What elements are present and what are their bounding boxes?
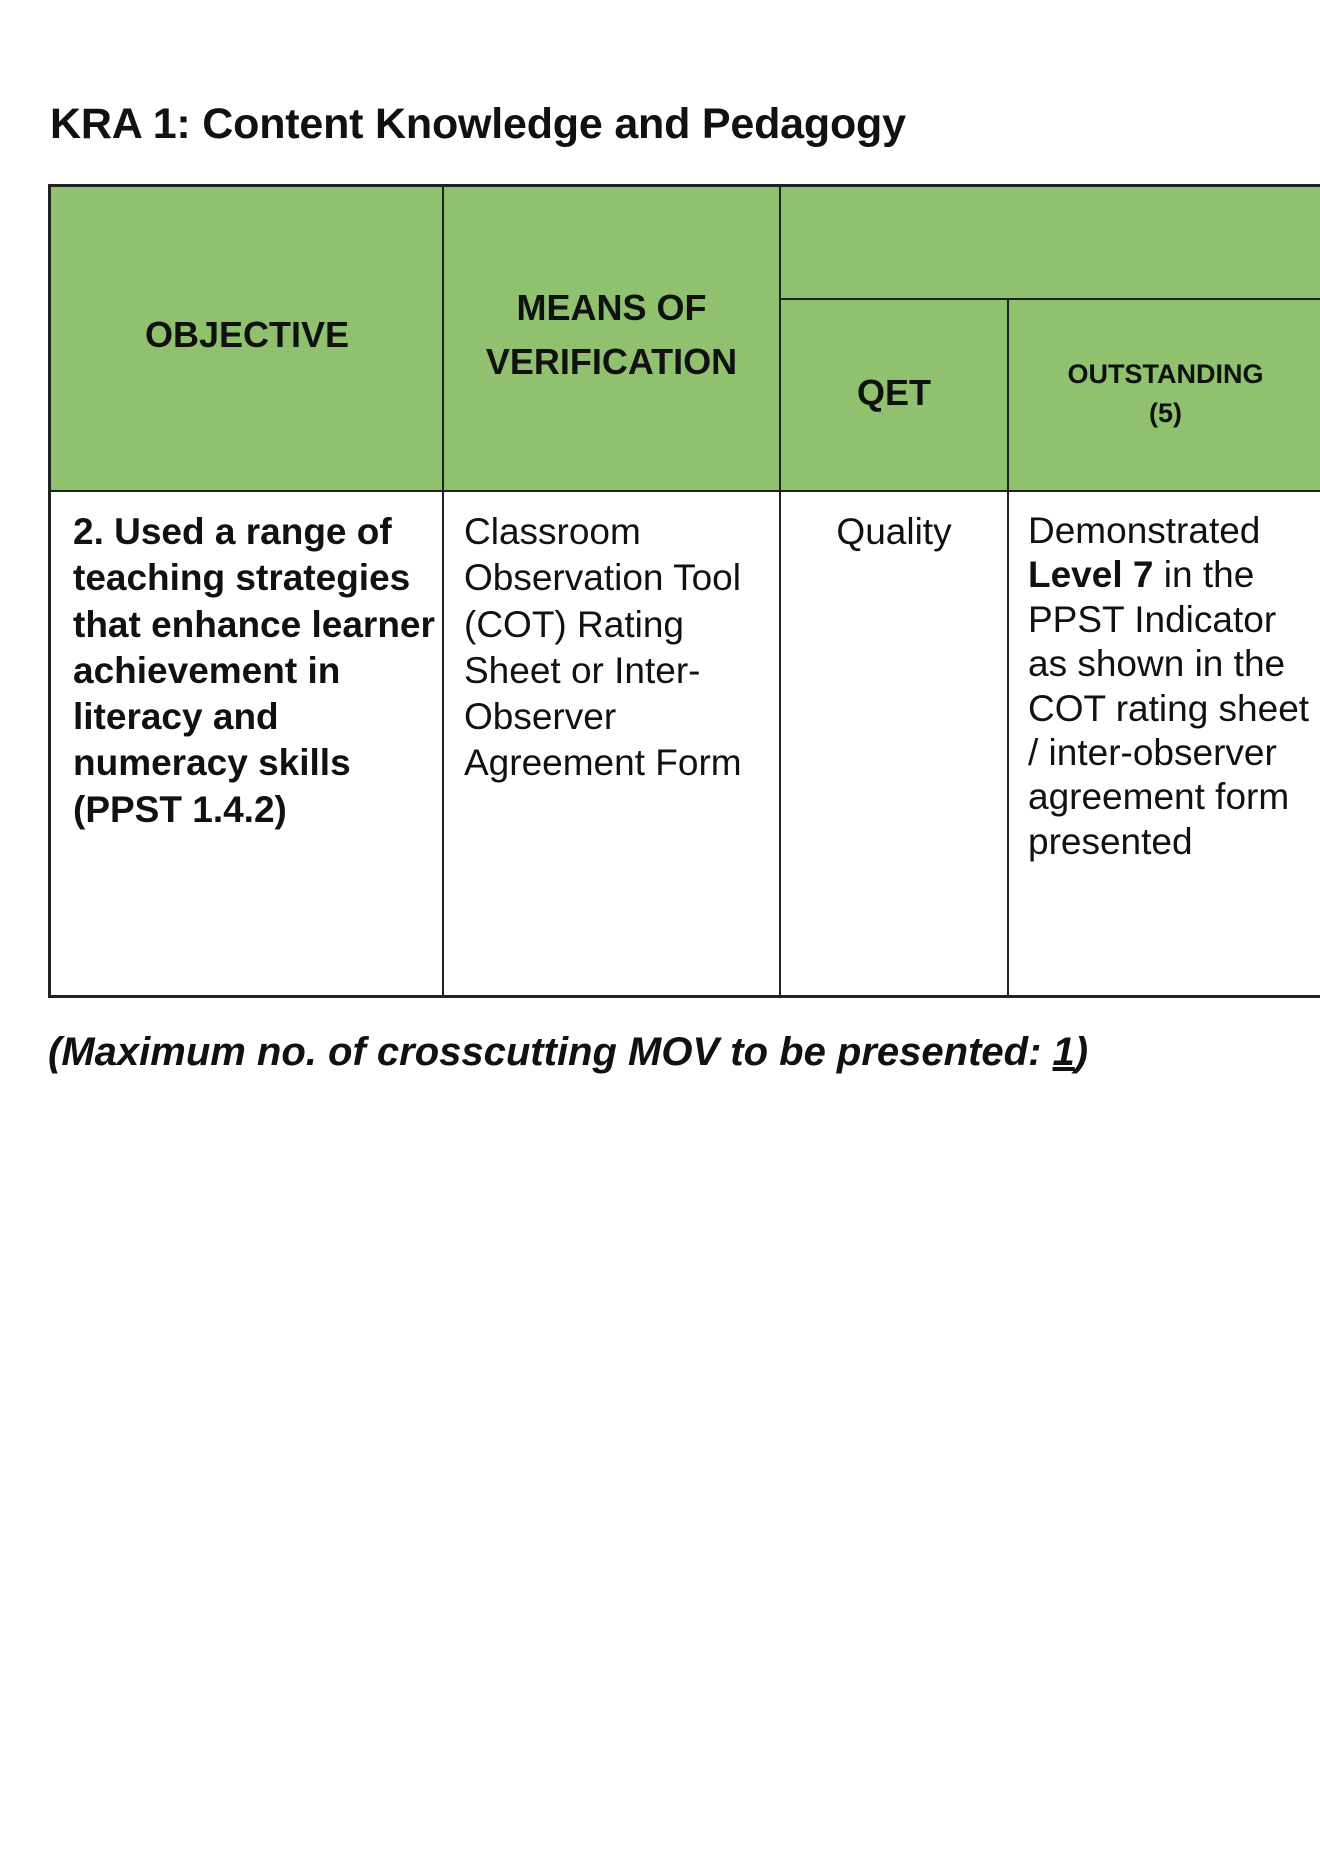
qet-header: QET [856, 372, 931, 413]
mov-cell: Classroom Observation Tool (COT) Rating Sheet or Inter-Observer Agreement Form [464, 511, 742, 784]
level-emphasis: Level 7 [1028, 554, 1154, 596]
header-subdivider [780, 298, 1320, 300]
footnote: (Maximum no. of crosscutting MOV to be presented: 1) [48, 1030, 1089, 1074]
outstanding-cell: Demonstrated Level 7 in the PPST Indicator as shown in the COT rating sheet / inter-observer agreement form presented [1028, 510, 1310, 862]
objective-cell: 2. Used a range of teaching strategies that enhance learner achievement in literacy and numeracy skills (PPST 1.4.2) [73, 511, 435, 830]
qet-cell: Quality [836, 511, 952, 552]
page-title: KRA 1: Content Knowledge and Pedagogy [50, 100, 906, 148]
header-bottom-border [51, 490, 1320, 492]
kra-table [48, 184, 1320, 998]
footnote-number: 1 [1052, 1030, 1075, 1074]
outstanding-header: OUTSTANDING (5) [1067, 359, 1264, 429]
header-rating-group [780, 187, 1320, 491]
mov-header: MEANS OF VERIFICATION [485, 287, 738, 382]
objective-header: OBJECTIVE [144, 314, 350, 355]
